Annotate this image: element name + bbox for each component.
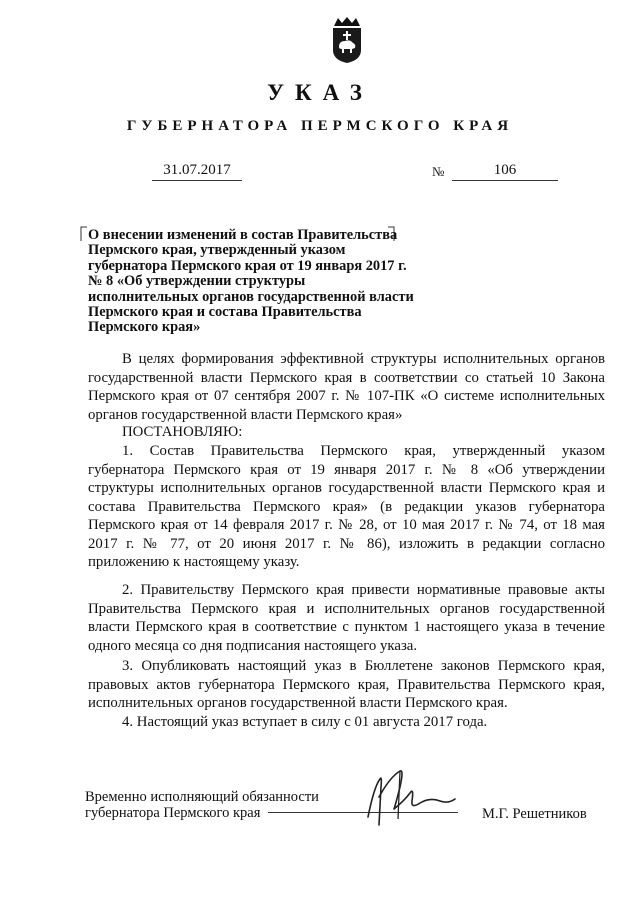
signatory-position	[85, 790, 385, 821]
document-title: УКАЗ	[267, 80, 373, 105]
signatory-position-line1: Временно исполняющий обязанности	[85, 789, 319, 805]
item-paragraph-1: 1. Состав Правительства Пермского края, утвержденный указом губернатора Пермского края от 19 января 2017 г. № 8 «Об утверждении структуры исполнительных органов государственной власти Пермского края и состава Правительства Пермского края» (в редакции указов губернатора Пермского края от 14 февраля 2017 г. № 28, от 10 мая 2017 г. № 74, от 18 мая 2017 г. № 77, от 20 июня 2017 г. № 86), изложить в редакции согласно приложению к настоящему указу.	[88, 443, 605, 570]
coat-of-arms-icon	[330, 16, 364, 64]
document-subtitle: ГУБЕРНАТОРА ПЕРМСКОГО КРАЯ	[126, 118, 514, 134]
signatory-position-line2: губернатора Пермского края	[85, 804, 261, 821]
handwritten-signature-icon	[360, 757, 460, 827]
item-paragraph-2: 2. Правительству Пермского края привести нормативные правовые акты Правительства Пермского края и исполнительных органов государственной власти Пермского края в соответствие с пунктом 1 настоящего указа в течение одного месяца со дня подписания настоящего указа.	[88, 582, 605, 654]
preamble-paragraph: В целях формирования эффективной структуры исполнительных органов государственной власти Пермского края в соответствии со статьей 10 Закона Пермского края от 07 сентября 2007 г. № 107-ПК «О системе исполнительных органов государственной власти Пермского края»	[88, 351, 605, 423]
document-number: 106	[452, 162, 558, 181]
decree-word: ПОСТАНОВЛЯЮ:	[122, 424, 243, 440]
item-paragraph-3: 3. Опубликовать настоящий указ в Бюллетене законов Пермского края, правовых актов губернатора Пермского края, Правительства Пермского края, исполнительных органов государственной власти Пермского края.	[88, 658, 605, 711]
signatory-name: М.Г. Решетников	[482, 806, 587, 822]
document-date: 31.07.2017	[152, 162, 242, 181]
document-heading: О внесении изменений в состав Правительства Пермского края, утвержденный указом губернатора Пермского края от 19 января 2017 г. № 8 «Об утверждении структуры исполнительных органов государственной власти Пермского края и состава Правительства Пермского края»	[88, 227, 414, 336]
item-paragraph-4: 4. Настоящий указ вступает в силу с 01 августа 2017 года.	[122, 714, 488, 730]
number-sign: №	[432, 164, 445, 179]
